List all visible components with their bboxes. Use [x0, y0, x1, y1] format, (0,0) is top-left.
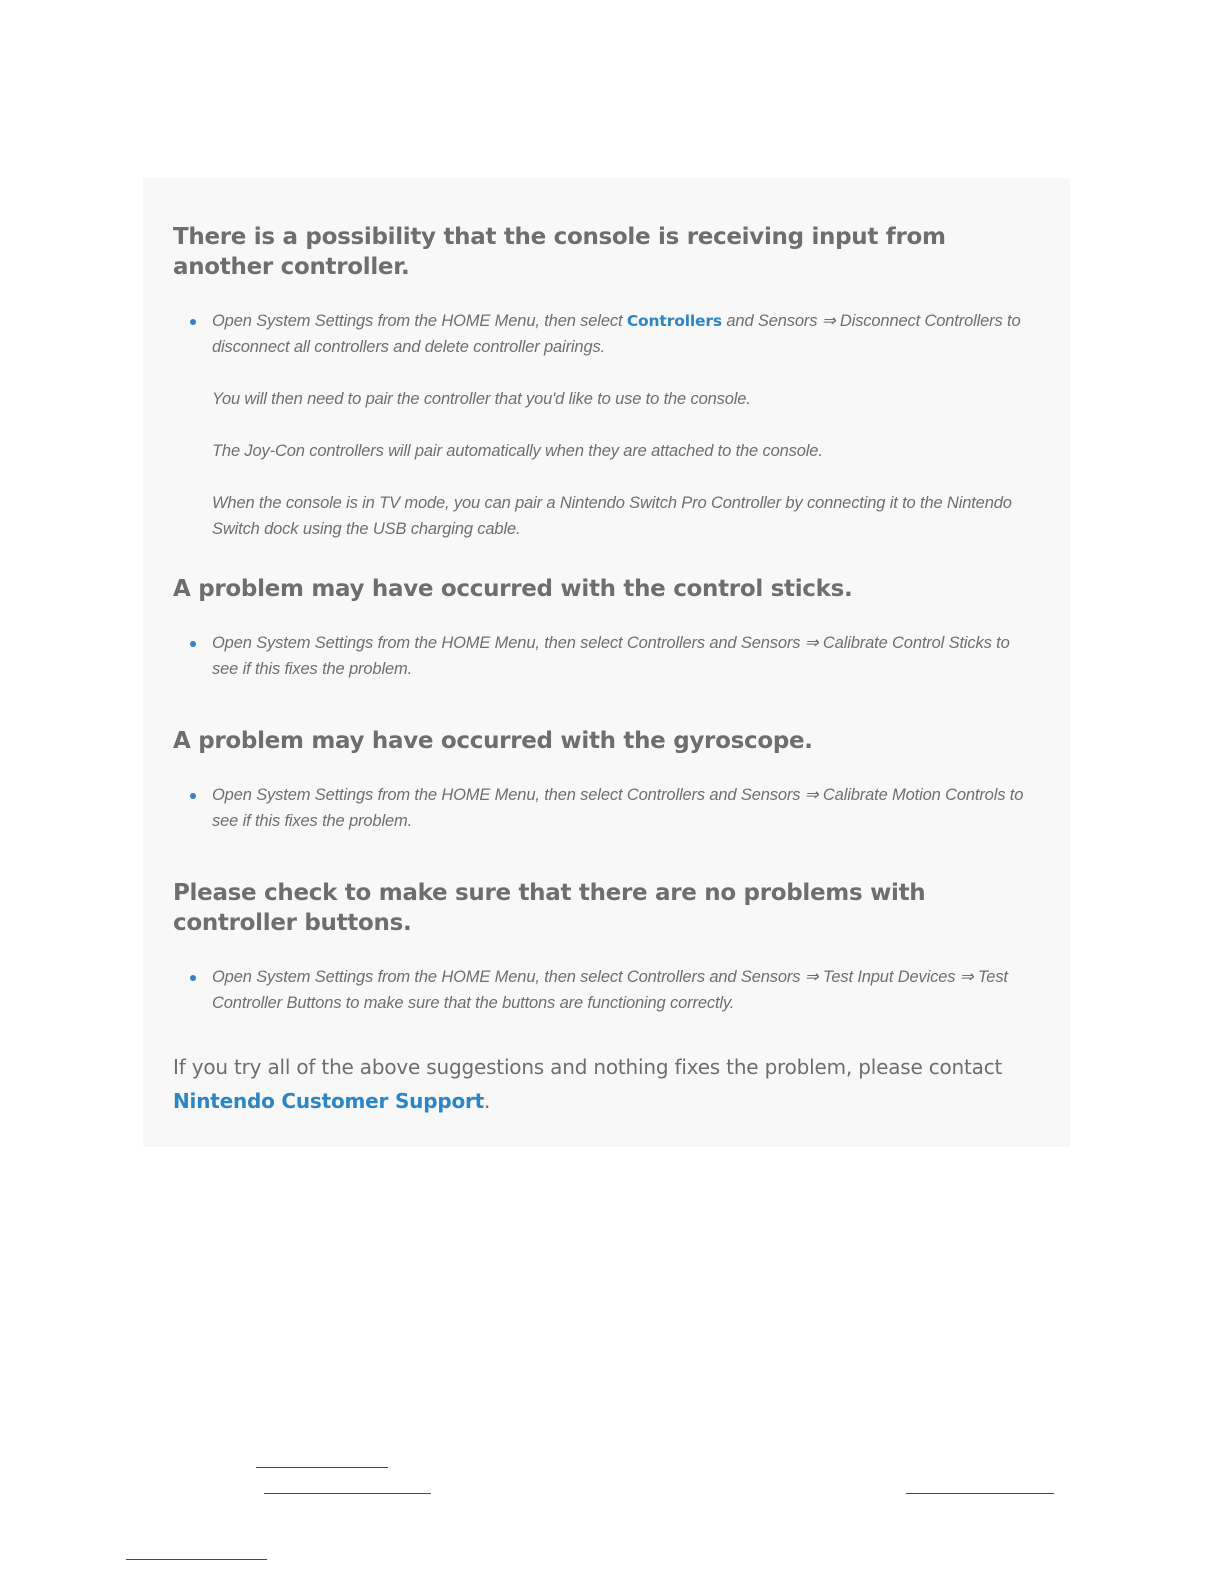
tip-tv-mode-note: When the console is in TV mode, you can pair a Nintendo Switch Pro Controller by connecting it to the Nintendo Switch dock using the USB charging cable. — [212, 494, 1012, 538]
footer-link-underline[interactable] — [906, 1493, 1054, 1494]
customer-support-link[interactable]: Nintendo Customer Support — [173, 1089, 485, 1113]
list-item — [212, 782, 1040, 834]
closing-period: . — [484, 1089, 491, 1113]
list-item — [212, 964, 1040, 1016]
tip-joycon-note: The Joy-Con controllers will pair automatically when they are attached to the console. — [212, 442, 823, 460]
tip-pair-note: You will then need to pair the controller that you'd like to use to the console. — [212, 390, 751, 408]
footer-link-underline[interactable] — [264, 1493, 431, 1494]
list-item — [212, 630, 1040, 682]
tip-text-before: Open System Settings from the HOME Menu, then select — [212, 312, 627, 330]
controllers-link[interactable]: Controllers — [626, 312, 722, 330]
closing-text: If you try all of the above suggestions and nothing fixes the problem, please contact — [173, 1055, 1003, 1079]
list-item — [212, 308, 1040, 542]
tips-list-control-sticks — [173, 630, 1040, 682]
tip-text-after: and Sensors ⇒ Disconnect Controllers to disconnect all controllers and delete controller pairings. — [212, 312, 1021, 356]
footer-link-underline[interactable] — [256, 1467, 388, 1468]
bullet-icon — [190, 975, 196, 981]
section-heading-other-controller: There is a possibility that the console is receiving input from another controller. — [173, 224, 946, 280]
troubleshooting-panel — [143, 178, 1070, 1147]
tip-calibrate-motion: Open System Settings from the HOME Menu, then select Controllers and Sensors ⇒ Calibrate Motion Controls to see if this fixes the problem. — [212, 786, 1024, 830]
bullet-icon — [190, 319, 196, 325]
tip-disconnect — [212, 308, 1040, 360]
tips-list-gyroscope — [173, 782, 1040, 834]
tip-test-buttons: Open System Settings from the HOME Menu, then select Controllers and Sensors ⇒ Test Input Devices ⇒ Test Controller Buttons to make sure that the buttons are functioning correctly. — [212, 968, 1008, 1012]
bullet-icon — [190, 641, 196, 647]
tips-list-buttons — [173, 964, 1040, 1016]
bullet-icon — [190, 793, 196, 799]
section-heading-control-sticks: A problem may have occurred with the control sticks. — [173, 576, 853, 602]
section-heading-gyroscope: A problem may have occurred with the gyroscope. — [173, 728, 813, 754]
tips-list-other-controller — [173, 308, 1040, 542]
tip-calibrate-sticks: Open System Settings from the HOME Menu, then select Controllers and Sensors ⇒ Calibrate Control Sticks to see if this fixes the problem. — [212, 634, 1010, 678]
section-heading-buttons: Please check to make sure that there are no problems with controller buttons. — [173, 880, 926, 936]
closing-paragraph — [173, 1050, 1040, 1118]
footer-link-underline[interactable] — [126, 1559, 267, 1560]
